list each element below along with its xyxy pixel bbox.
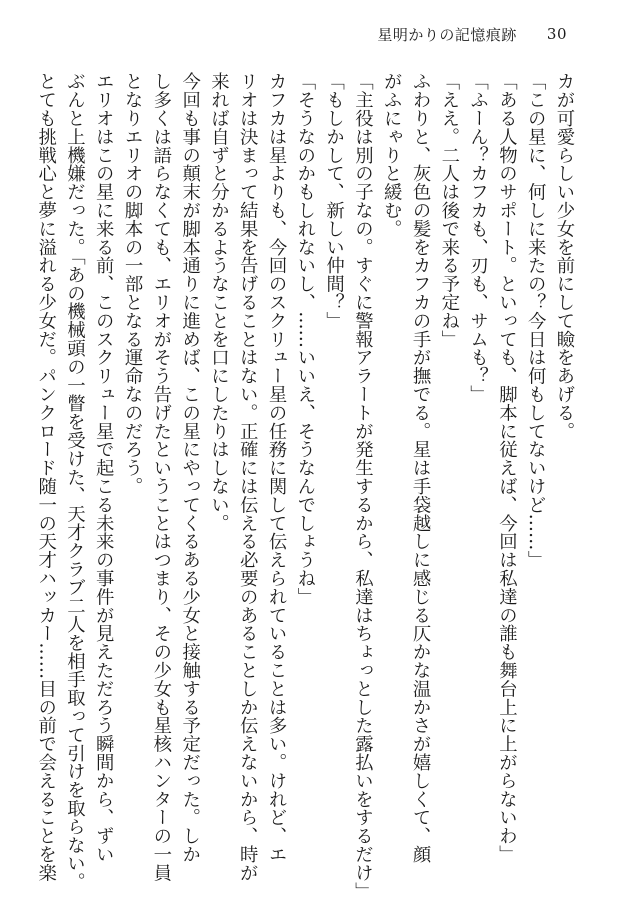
- text-line: がふにゃりと緩む。: [381, 72, 403, 238]
- text-line: し多くは語らなくても、エリオがそう告げたということはつまり、その少女も星核ハンターの一員: [150, 72, 172, 882]
- text-line: カが可愛らしい少女を前にして瞼をあげる。: [554, 72, 575, 440]
- text-line: 「ええ。二人は後で来る予定ね」: [438, 72, 460, 348]
- page-number: 30: [546, 25, 567, 43]
- text-line: とても挑戦心と夢に溢れる少女だ。パンクロード随一の天才ハッカー……目の前で会えることを楽: [35, 72, 57, 882]
- text-line: エリオはこの星に来る前、このスクリュー星で起こる未来の事件が見えただろう瞬間から、ずい: [93, 72, 115, 864]
- running-header: [377, 21, 567, 47]
- text-line: 「ふーん？カフカも、刃も、サムも？」: [467, 72, 489, 404]
- body-text: [35, 72, 578, 900]
- text-line: 今回も事の顛末が脚本通りに進めば、この星にやってくるある少女と接触する予定だった。しか: [179, 72, 201, 864]
- text-line: リオは決まって結果を告げることはない。正確には伝える必要のあることしか伝えないから、時が: [237, 72, 259, 882]
- text-line: ぶんと上機嫌だった。「あの機械頭の一瞥を受けた、天才クラブ二人を相手取って引けを取らない。: [64, 72, 86, 891]
- text-line: 「この星に、何しに来たの？今日は何もしてないけど……」: [525, 72, 547, 569]
- text-line: 来れば自ずと分かるようなことを口にしたりはしない。: [208, 72, 230, 532]
- book-title: 星明かりの記憶痕跡: [377, 25, 517, 44]
- text-line: 「ある人物のサポート。といっても、脚本に従えば、今回は私達の誰も舞台上に上がらないわ」: [496, 72, 518, 864]
- text-line: 「もしかして、新しい仲間？」: [323, 72, 345, 330]
- text-line: ふわりと、灰色の髪をカフカの手が撫でる。星は手袋越しに感じる仄かな温かさが嬉しくて、顔: [410, 72, 432, 864]
- text-line: となりエリオの脚本の一部となる運命なのだろう。: [122, 72, 144, 496]
- text-line: 「主役は別の子なの。すぐに警報アラートが発生するから、私達はちょっとした露払いをするだけ」: [352, 72, 374, 900]
- text-line: 「そうなのかもしれないし、……いいえ、そうなんでしょうね」: [294, 72, 316, 606]
- text-line: カフカは星よりも、今回のスクリュー星の任務に関して伝えられていることは多い。けれど、エ: [266, 72, 288, 864]
